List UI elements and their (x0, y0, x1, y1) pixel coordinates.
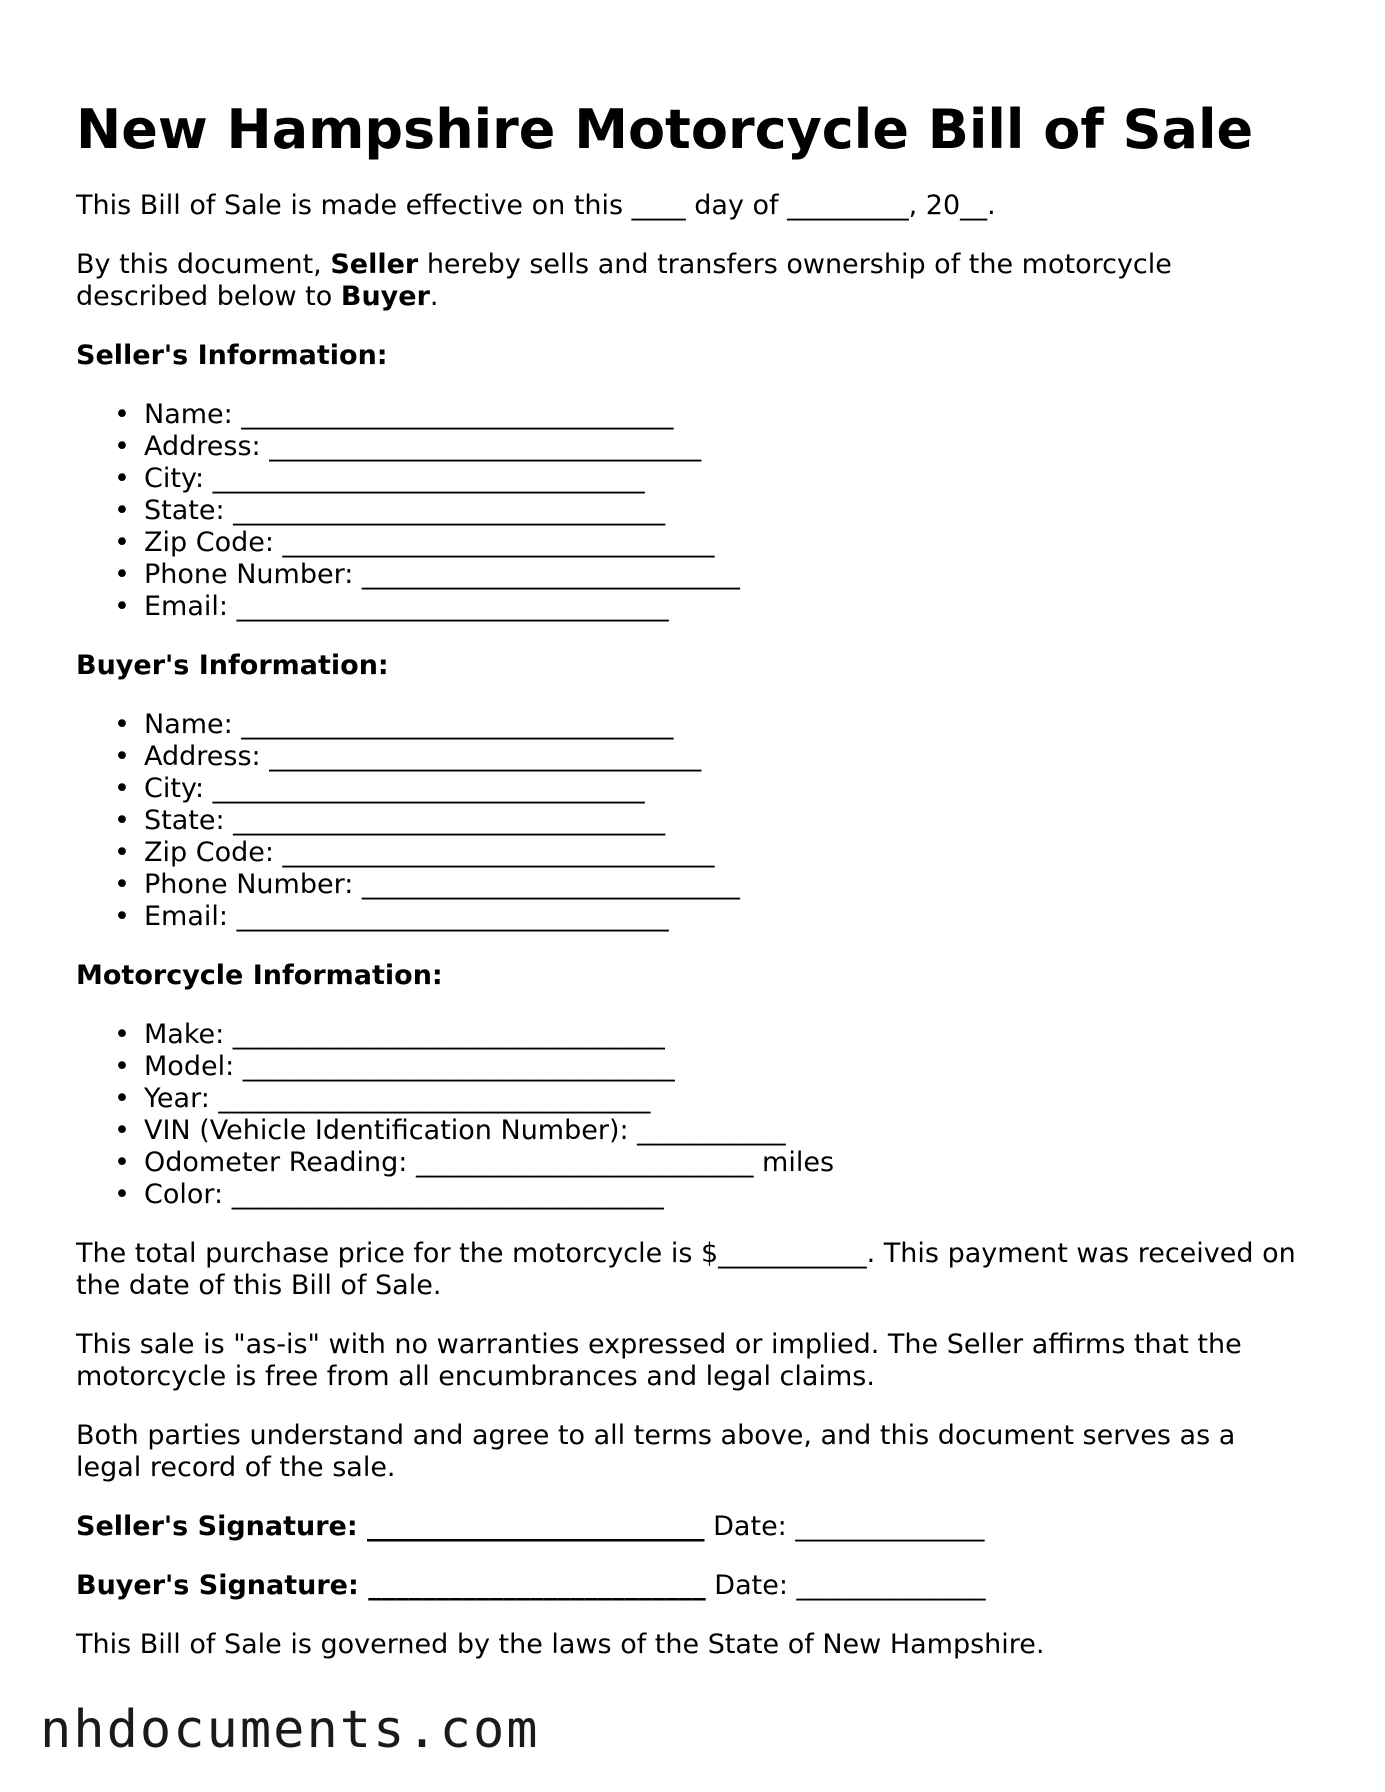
buyer-signature-row[interactable] (76, 1570, 1306, 1602)
list-item-text: Make: ________________________________ (144, 1019, 665, 1050)
list-item-text: Name: ________________________________ (144, 709, 674, 740)
seller-signature-label: Seller's Signature: (76, 1511, 358, 1542)
seller-state-field[interactable] (114, 495, 1306, 527)
buyer-city-field[interactable] (114, 773, 1306, 805)
motorcycle-make-field[interactable] (114, 1019, 1306, 1051)
intro-buyer-word: Buyer (340, 281, 430, 312)
intro-text-1: By this document, (76, 249, 331, 280)
site-watermark: nhdocuments.com (40, 1700, 540, 1760)
list-item-text: Odometer Reading: _________________________ miles (144, 1147, 835, 1178)
motorcycle-info-heading: Motorcycle Information: (76, 960, 443, 991)
intro-text-3: . (429, 281, 439, 312)
seller-info-list (76, 399, 1306, 623)
list-item-text: Color: ________________________________ (144, 1179, 664, 1210)
bullet-icon: • (114, 495, 130, 526)
bullet-icon: • (114, 1051, 130, 1082)
list-item-text: Phone Number: ____________________________ (144, 559, 740, 590)
buyer-name-field[interactable] (114, 709, 1306, 741)
bullet-icon: • (114, 741, 130, 772)
bullet-icon: • (114, 869, 130, 900)
buyer-state-field[interactable] (114, 805, 1306, 837)
list-item-text: City: ________________________________ (144, 463, 645, 494)
buyer-email-field[interactable] (114, 901, 1306, 933)
bullet-icon: • (114, 1115, 130, 1146)
list-item-text: State: ________________________________ (144, 495, 666, 526)
list-item-text: Address: ________________________________ (144, 741, 702, 772)
motorcycle-color-field[interactable] (114, 1179, 1306, 1211)
list-item-text: Address: ________________________________ (144, 431, 702, 462)
bullet-icon: • (114, 1019, 130, 1050)
buyer-signature-line[interactable]: _________________________ (358, 1570, 706, 1601)
seller-address-field[interactable] (114, 431, 1306, 463)
seller-signature-line[interactable]: _________________________ (357, 1511, 705, 1542)
list-item-text: State: ________________________________ (144, 805, 666, 836)
bullet-icon: • (114, 463, 130, 494)
bullet-icon: • (114, 559, 130, 590)
buyer-info-heading: Buyer's Information: (76, 650, 389, 681)
seller-signature-row[interactable] (76, 1511, 1306, 1543)
list-item-text: Zip Code: ________________________________ (144, 837, 715, 868)
buyer-zip-field[interactable] (114, 837, 1306, 869)
bullet-icon: • (114, 709, 130, 740)
as-is-paragraph: This sale is "as-is" with no warranties expressed or implied. The Seller affirms that the motorcycle is free from all encumbrances and legal claims. (76, 1329, 1242, 1392)
bullet-icon: • (114, 1147, 130, 1178)
list-item-text: City: ________________________________ (144, 773, 645, 804)
document-title: New Hampshire Motorcycle Bill of Sale (76, 98, 1254, 161)
list-item-text: Zip Code: ________________________________ (144, 527, 715, 558)
list-item-text: Email: ________________________________ (144, 591, 669, 622)
effective-date-line: This Bill of Sale is made effective on this ____ day of _________, 20__. (76, 190, 996, 221)
list-item-text: VIN (Vehicle Identification Number): ___________ (144, 1115, 786, 1146)
list-item-text: Year: ________________________________ (144, 1083, 651, 1114)
buyer-date-field[interactable]: Date: ______________ (705, 1570, 986, 1601)
governing-law-paragraph: This Bill of Sale is governed by the laws of the State of New Hampshire. (76, 1629, 1045, 1660)
motorcycle-odometer-field[interactable] (114, 1147, 1306, 1179)
bullet-icon: • (114, 399, 130, 430)
seller-date-field[interactable]: Date: ______________ (704, 1511, 985, 1542)
agreement-paragraph: Both parties understand and agree to all terms above, and this document serves as a legal record of the sale. (76, 1420, 1236, 1483)
bullet-icon: • (114, 527, 130, 558)
list-item-text: Email: ________________________________ (144, 901, 669, 932)
bullet-icon: • (114, 901, 130, 932)
motorcycle-model-field[interactable] (114, 1051, 1306, 1083)
list-item-text: Phone Number: ____________________________ (144, 869, 740, 900)
list-item-text: Model: ________________________________ (144, 1051, 675, 1082)
bullet-icon: • (114, 773, 130, 804)
motorcycle-vin-field[interactable] (114, 1115, 1306, 1147)
bullet-icon: • (114, 1083, 130, 1114)
intro-text-2: hereby sells and transfers ownership of the motorcycle described below to (76, 249, 1172, 312)
buyer-signature-label: Buyer's Signature: (76, 1570, 359, 1601)
motorcycle-info-list (76, 1019, 1306, 1211)
seller-email-field[interactable] (114, 591, 1306, 623)
intro-paragraph (76, 249, 1306, 313)
intro-seller-word: Seller (330, 249, 419, 280)
buyer-phone-field[interactable] (114, 869, 1306, 901)
seller-city-field[interactable] (114, 463, 1306, 495)
bullet-icon: • (114, 431, 130, 462)
motorcycle-year-field[interactable] (114, 1083, 1306, 1115)
bullet-icon: • (114, 805, 130, 836)
buyer-address-field[interactable] (114, 741, 1306, 773)
bullet-icon: • (114, 1179, 130, 1210)
bullet-icon: • (114, 591, 130, 622)
seller-name-field[interactable] (114, 399, 1306, 431)
buyer-info-list (76, 709, 1306, 933)
seller-phone-field[interactable] (114, 559, 1306, 591)
bullet-icon: • (114, 837, 130, 868)
purchase-price-paragraph: The total purchase price for the motorcycle is $___________. This payment was received on the date of this Bill of Sale. (76, 1238, 1296, 1301)
seller-info-heading: Seller's Information: (76, 340, 388, 371)
list-item-text: Name: ________________________________ (144, 399, 674, 430)
seller-zip-field[interactable] (114, 527, 1306, 559)
document-page (76, 96, 1306, 1661)
